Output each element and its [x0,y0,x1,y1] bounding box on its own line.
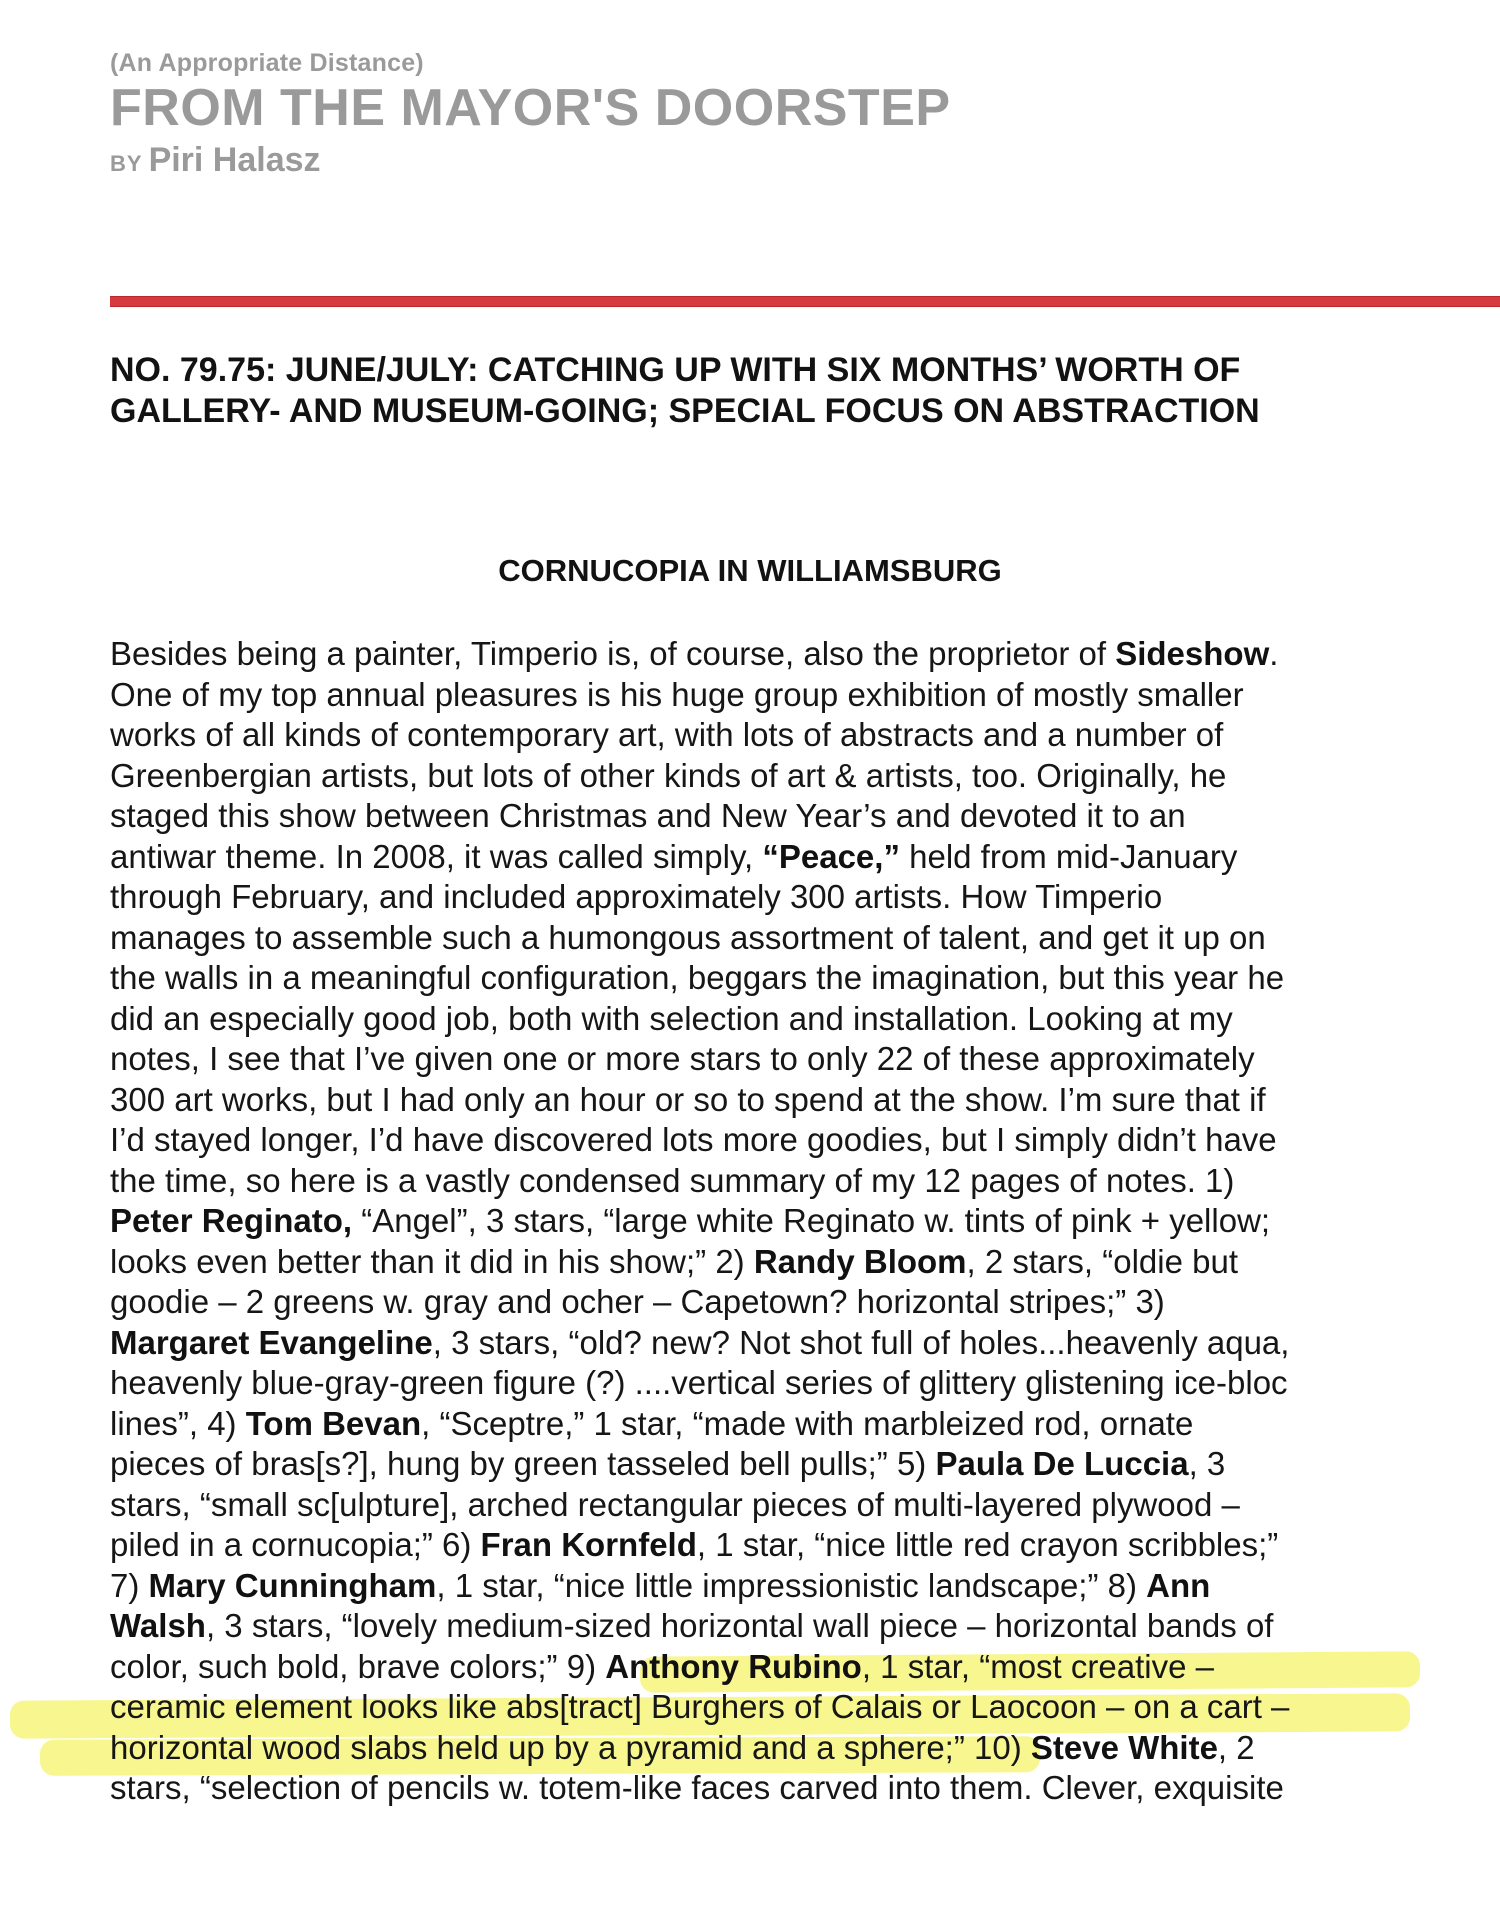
author-name: Piri Halasz [148,141,321,179]
body-line: through February, and included approximately 300 artists. How Timperio [110,878,1163,915]
body-line [110,837,1410,878]
body-line: stars, “small sc[ulpture], arched rectangular pieces of multi-layered plywood – [110,1485,1240,1523]
body-line [110,1201,1410,1242]
body-line: the time, so here is a vastly condensed summary of my 12 pages of notes. 1) [110,1161,1235,1199]
text-run: , 3 stars, “old? new? Not shot full of holes...heavenly aqua, [432,1323,1290,1361]
text-run: , 2 [1217,1728,1255,1766]
artist-name: Randy Bloom [753,1242,967,1280]
text-run: horizontal wood slabs held up by a pyramid and a sphere;” 10) [110,1728,1031,1766]
text-run: pieces of bras[s?], hung by green tasseled bell pulls;” 5) [110,1445,936,1482]
masthead-title: FROM THE MAYOR'S DOORSTEP [110,79,951,137]
text-run: held from mid-January [899,837,1238,875]
text-run: looks even better than it did in his show;” 2) [110,1242,754,1280]
text-run: , 3 stars, “lovely medium-sized horizontal wall piece – horizontal bands of [205,1607,1274,1644]
text-run: , “Sceptre,” 1 star, “made with marbleized rod, ornate [421,1404,1194,1442]
section-heading: CORNUCOPIA IN WILLIAMSBURG [498,553,1002,588]
body-line [110,1444,1410,1485]
body-line: heavenly blue-gray-green figure (?) ....vertical series of glittery glistening ice-bloc [110,1364,1288,1401]
text-run: “Angel”, 3 stars, “large white Reginato w. tints of pink + yellow; [352,1202,1271,1239]
text-run: , 1 star, “most creative – [861,1647,1214,1685]
body-line [110,1323,1410,1364]
text-run: , 3 [1188,1445,1226,1482]
artist-name: Walsh [110,1607,206,1644]
text-run: , 1 star, “nice little red crayon scribbles;” [696,1526,1279,1563]
body-line [110,1242,1410,1283]
artist-name: Ann [1146,1566,1211,1604]
text-run: piled in a cornucopia;” 6) [110,1526,481,1563]
text-run: . [1269,635,1279,672]
body-line [110,634,1410,675]
text-run: , 2 stars, “oldie but [966,1242,1238,1280]
venue-name: Sideshow [1115,635,1270,672]
byline [110,140,951,184]
body-line: ceramic element looks like abs[tract] Burghers of Calais or Laocoon – on a cart – [110,1688,1290,1725]
body-line [110,1566,1410,1607]
byline-label: BY [110,151,143,176]
artist-name: Paula De Luccia [935,1445,1189,1482]
artist-name: Anthony Rubino [605,1647,862,1685]
text-run: Besides being a painter, Timperio is, of course, also the proprietor of [110,635,1116,672]
masthead-kicker: (An Appropriate Distance) [110,49,424,77]
artist-name: Tom Bevan [245,1404,422,1442]
body-line [110,1647,1410,1688]
headline-line: NO. 79.75: JUNE/JULY: CATCHING UP WITH SIX MONTHS’ WORTH OF [110,351,1241,389]
artist-name: Steve White [1030,1728,1218,1766]
body-line: manages to assemble such a humongous assortment of talent, and get it up on [110,918,1266,956]
text-run: color, such bold, brave colors;” 9) [110,1647,606,1685]
text-run: , 1 star, “nice little impressionistic landscape;” 8) [436,1566,1147,1604]
show-title: “Peace,” [762,837,900,875]
body-line: the walls in a meaningful configuration, beggars the imagination, but this year he [110,959,1285,996]
body-line [110,1606,1410,1647]
body-line: works of all kinds of contemporary art, with lots of abstracts and a number of [110,716,1224,753]
body-line: I’d stayed longer, I’d have discovered lots more goodies, but I simply didn’t have [110,1121,1277,1158]
masthead [110,48,951,184]
body-line: One of my top annual pleasures is his huge group exhibition of mostly smaller [110,675,1244,713]
headline-line: GALLERY- AND MUSEUM-GOING; SPECIAL FOCUS ON ABSTRACTION [110,392,1260,430]
body-line: staged this show between Christmas and New Year’s and devoted it to an [110,797,1186,834]
body-line: 300 art works, but I had only an hour or so to spend at the show. I’m sure that if [110,1080,1266,1118]
text-run: 7) [110,1566,149,1604]
body-line: did an especially good job, both with selection and installation. Looking at my [110,999,1233,1037]
article-body [110,634,1410,1809]
text-run: lines”, 4) [110,1404,246,1442]
body-line: Greenbergian artists, but lots of other kinds of art & artists, too. Originally, he [110,756,1227,794]
body-line [110,1404,1410,1445]
body-line [110,1525,1410,1566]
issue-headline [110,350,1390,432]
body-line: notes, I see that I’ve given one or more stars to only 22 of these approximately [110,1040,1255,1077]
body-line: goodie – 2 greens w. gray and ocher – Capetown? horizontal stripes;” 3) [110,1283,1165,1320]
red-divider-rule [110,296,1500,307]
body-line: stars, “selection of pencils w. totem-like faces carved into them. Clever, exquisite [110,1769,1284,1806]
artist-name: Margaret Evangeline [110,1323,433,1361]
artist-name: Mary Cunningham [148,1566,437,1604]
text-run: antiwar theme. In 2008, it was called simply, [110,837,763,875]
artist-name: Peter Reginato, [110,1202,353,1239]
body-line [110,1728,1410,1769]
artist-name: Fran Kornfeld [480,1526,697,1563]
